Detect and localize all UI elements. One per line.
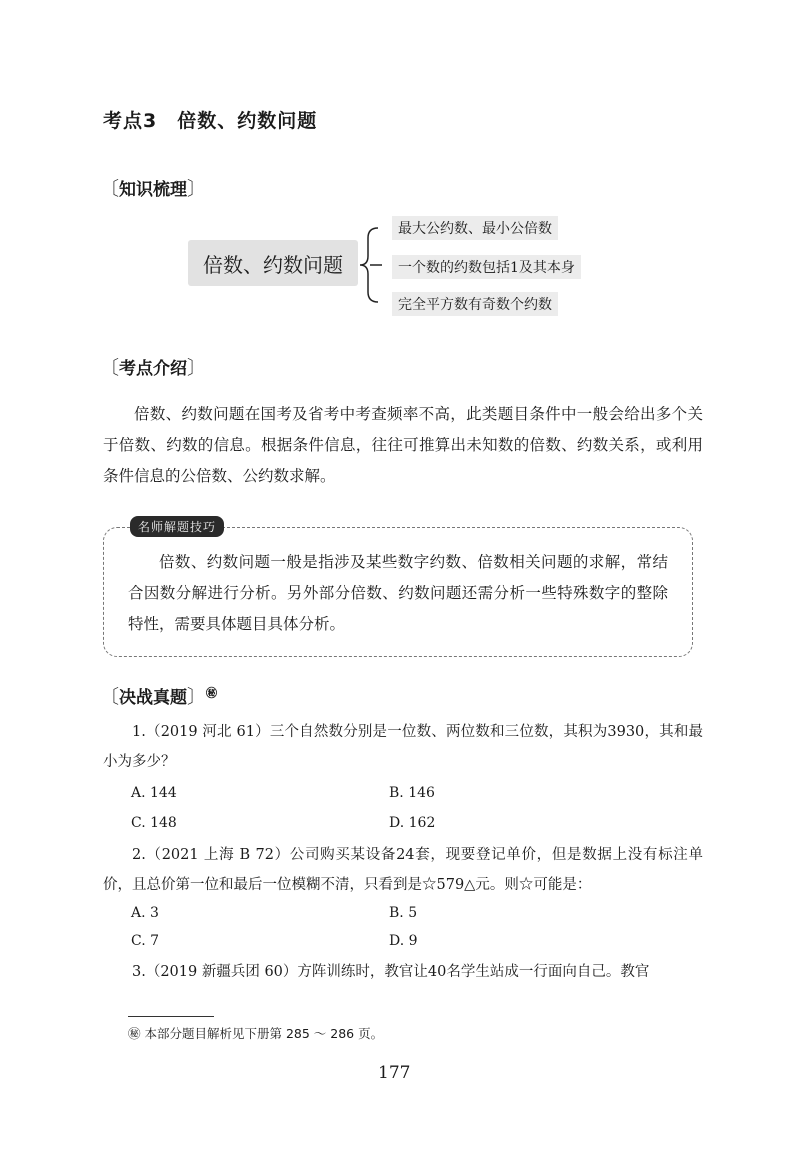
option: C. 7 bbox=[131, 933, 160, 949]
option: B. 5 bbox=[389, 905, 418, 921]
question-1: 1.（2019 河北 61）三个自然数分别是一位数、两位数和三位数，其积为3930，其和最小为多少？ bbox=[103, 724, 703, 770]
tip-text: 倍数、约数问题一般是指涉及某些数字约数、倍数相关问题的求解，常结合因数分解进行分析。另外部分倍数、约数问题还需分析一些特殊数字的整除特性，需要具体题目具体分析。 bbox=[128, 553, 668, 633]
mindmap-root: 倍数、约数问题 bbox=[188, 240, 358, 286]
exam-section-title: 〔决战真题〕㊙ bbox=[100, 686, 218, 708]
footnote-divider bbox=[128, 1016, 214, 1017]
option: C. 148 bbox=[131, 815, 177, 831]
page-number: 177 bbox=[378, 1063, 411, 1083]
option: B. 146 bbox=[389, 785, 435, 801]
intro-paragraph: 倍数、约数问题在国考及省考中考查频率不高，此类题目条件中一般会给出多个关于倍数、约数的信息。根据条件信息，往往可推算出未知数的倍数、约数关系，或利用条件信息的公倍数、公约数求解。 bbox=[103, 405, 703, 485]
intro-section-title: 〔考点介绍〕 bbox=[100, 357, 207, 379]
section-heading: 考点3 倍数、约数问题 bbox=[103, 110, 318, 132]
option: D. 9 bbox=[389, 933, 418, 949]
mindmap-brace bbox=[358, 222, 388, 308]
option: A. 144 bbox=[131, 785, 177, 801]
question-3: 3.（2019 新疆兵团 60）方阵训练时，教官让40名学生站成一行面向自己。教官 bbox=[132, 964, 650, 980]
tip-badge: 名师解题技巧 bbox=[130, 516, 224, 537]
mindmap-leaf: 一个数的约数包括1及其本身 bbox=[392, 255, 581, 279]
mindmap-leaf: 最大公约数、最小公倍数 bbox=[392, 216, 558, 240]
option: A. 3 bbox=[131, 905, 159, 921]
mindmap-leaf: 完全平方数有奇数个约数 bbox=[392, 292, 558, 316]
option: D. 162 bbox=[389, 815, 436, 831]
knowledge-section-title: 〔知识梳理〕 bbox=[100, 178, 207, 200]
footnote: ㊙ 本部分题目解析见下册第 285 ～ 286 页。 bbox=[128, 1026, 384, 1041]
question-2: 2.（2021 上海 B 72）公司购买某设备24套，现要登记单价，但是数据上没有标注单价，且总价第一位和最后一位模糊不清，只看到是☆579△元。则☆可能是： bbox=[103, 847, 703, 893]
footnote-marker-icon: ㊙ bbox=[206, 686, 218, 700]
